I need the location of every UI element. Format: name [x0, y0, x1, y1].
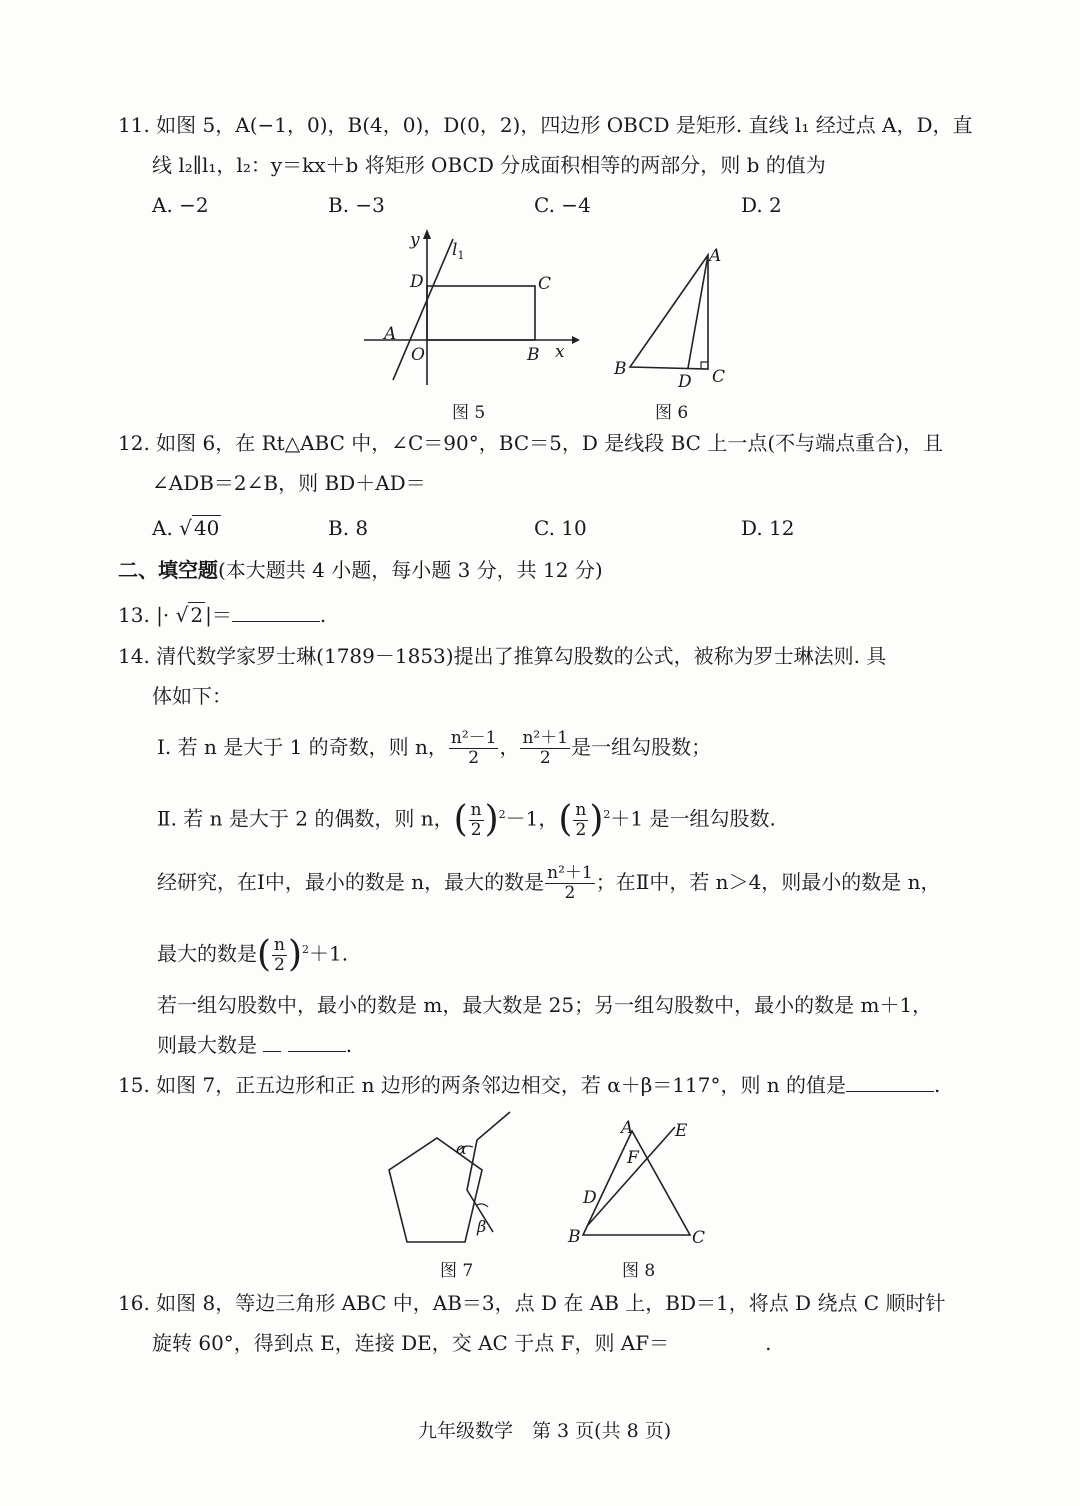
label-c: C	[712, 367, 726, 387]
q14-line1: 14. 清代数学家罗士琳(1789－1853)提出了推算勾股数的公式，被称为罗士琳法则. 具	[118, 644, 887, 668]
x-axis-arrow	[572, 336, 580, 344]
figure-6-caption: 图 6	[655, 403, 689, 423]
q14-cond-line2: 则最大数是 .	[157, 1033, 353, 1057]
page-footer: 九年级数学 第 3 页(共 8 页)	[418, 1420, 672, 1442]
label-o: O	[411, 345, 425, 365]
q14-max: 最大的数是( $\frac{n}{2}$ )$^2$＋1.	[157, 934, 349, 976]
label-e: E	[675, 1121, 688, 1141]
label-c: C	[538, 274, 552, 294]
figure-8-caption: 图 8	[622, 1261, 656, 1281]
label-a: A	[384, 324, 397, 344]
equilateral-triangle-abc	[583, 1131, 690, 1235]
label-d: D	[583, 1188, 597, 1208]
triangle-abc	[630, 255, 708, 369]
label-b: B	[568, 1227, 581, 1247]
figure-7-caption: 图 7	[440, 1261, 474, 1281]
q14-rule1: Ⅰ. 若 n 是大于 1 的奇数，则 n， $\frac{\text{n²－1}}{2}$ ， $\frac{\text{n²＋1}}{2}$ 是一组勾股数；	[157, 728, 712, 768]
label-l1: $l_1$	[452, 240, 465, 262]
q12-option-b: B. 8	[328, 516, 369, 540]
angle-beta-arc	[477, 1204, 488, 1207]
q11-option-b: B. −3	[328, 193, 385, 217]
q12-line2: ∠ADB＝2∠B，则 BD＋AD＝	[152, 471, 426, 495]
label-beta: β	[477, 1217, 487, 1236]
label-alpha: α	[456, 1139, 467, 1158]
q12-option-c: C. 10	[534, 516, 587, 540]
y-axis-arrow	[423, 229, 431, 239]
q14-cond-line1: 若一组勾股数中，最小的数是 m，最大数是 25；另一组勾股数中，最小的数是 m＋1，	[157, 993, 933, 1017]
section-2-heading: 二、填空题(本大题共 4 小题，每小题 3 分，共 12 分)	[118, 558, 603, 582]
q14-research: 经研究，在Ⅰ中，最小的数是 n，最大的数是 $\frac{\text{n²＋1}}{2}$ ；在Ⅱ中，若 n＞4，则最小的数是 n，	[157, 863, 941, 903]
label-x: x	[555, 342, 565, 362]
right-angle-mark	[701, 362, 708, 369]
label-a: A	[709, 246, 722, 266]
q11-option-d: D. 2	[741, 193, 782, 217]
q11-line1: 11. 如图 5，A(−1，0)，B(4，0)，D(0，2)，四边形 OBCD 是矩形. 直线 l₁ 经过点 A，D，直	[118, 113, 973, 137]
q12-option-d: D. 12	[741, 516, 795, 540]
regular-pentagon	[389, 1138, 482, 1242]
label-b: B	[527, 345, 540, 365]
segment-de	[588, 1127, 675, 1225]
figure-5	[360, 225, 580, 390]
label-a: A	[621, 1118, 634, 1138]
rectangle-obcd	[427, 286, 535, 340]
label-b: B	[614, 359, 627, 379]
q11-line2: 线 l₂∥l₁，l₂：y＝kx＋b 将矩形 OBCD 分成面积相等的两部分，则 b 的值为	[152, 153, 826, 177]
q13-line: 13. |· √ 2 |＝ .	[118, 603, 327, 627]
regular-n-gon-edges	[467, 1112, 510, 1232]
q14-rule2: Ⅱ. 若 n 是大于 2 的偶数，则 n，( $\frac{n}{2}$ )$^2$－1，( $\frac{n}{2}$ )$^2$＋1 是一组勾股数.	[157, 799, 776, 841]
figure-6	[610, 245, 740, 390]
q12-option-a: A. √ 40	[152, 516, 220, 540]
q16-line1: 16. 如图 8，等边三角形 ABC 中，AB＝3，点 D 在 AB 上，BD＝1，将点 D 绕点 C 顺时针	[118, 1291, 946, 1315]
figure-5-caption: 图 5	[452, 403, 486, 423]
label-d: D	[410, 272, 424, 292]
q14-line2: 体如下：	[152, 684, 232, 708]
label-f: F	[627, 1148, 639, 1168]
q11-option-a: A. −2	[152, 193, 209, 217]
q16-line2: 旋转 60°，得到点 E，连接 DE，交 AC 于点 F，则 AF＝ .	[152, 1331, 772, 1355]
label-d: D	[678, 372, 692, 392]
segment-ad	[688, 255, 708, 368]
label-c: C	[692, 1228, 706, 1248]
q11-option-c: C. −4	[534, 193, 591, 217]
label-y: y	[410, 230, 420, 250]
figure-8	[565, 1115, 715, 1250]
q12-line1: 12. 如图 6，在 Rt△ABC 中，∠C＝90°，BC＝5，D 是线段 BC 上一点(不与端点重合)，且	[118, 431, 943, 455]
q15-line: 15. 如图 7，正五边形和正 n 边形的两条邻边相交，若 α＋β＝117°，则 n 的值是 .	[118, 1073, 941, 1097]
figure-7	[385, 1110, 515, 1250]
